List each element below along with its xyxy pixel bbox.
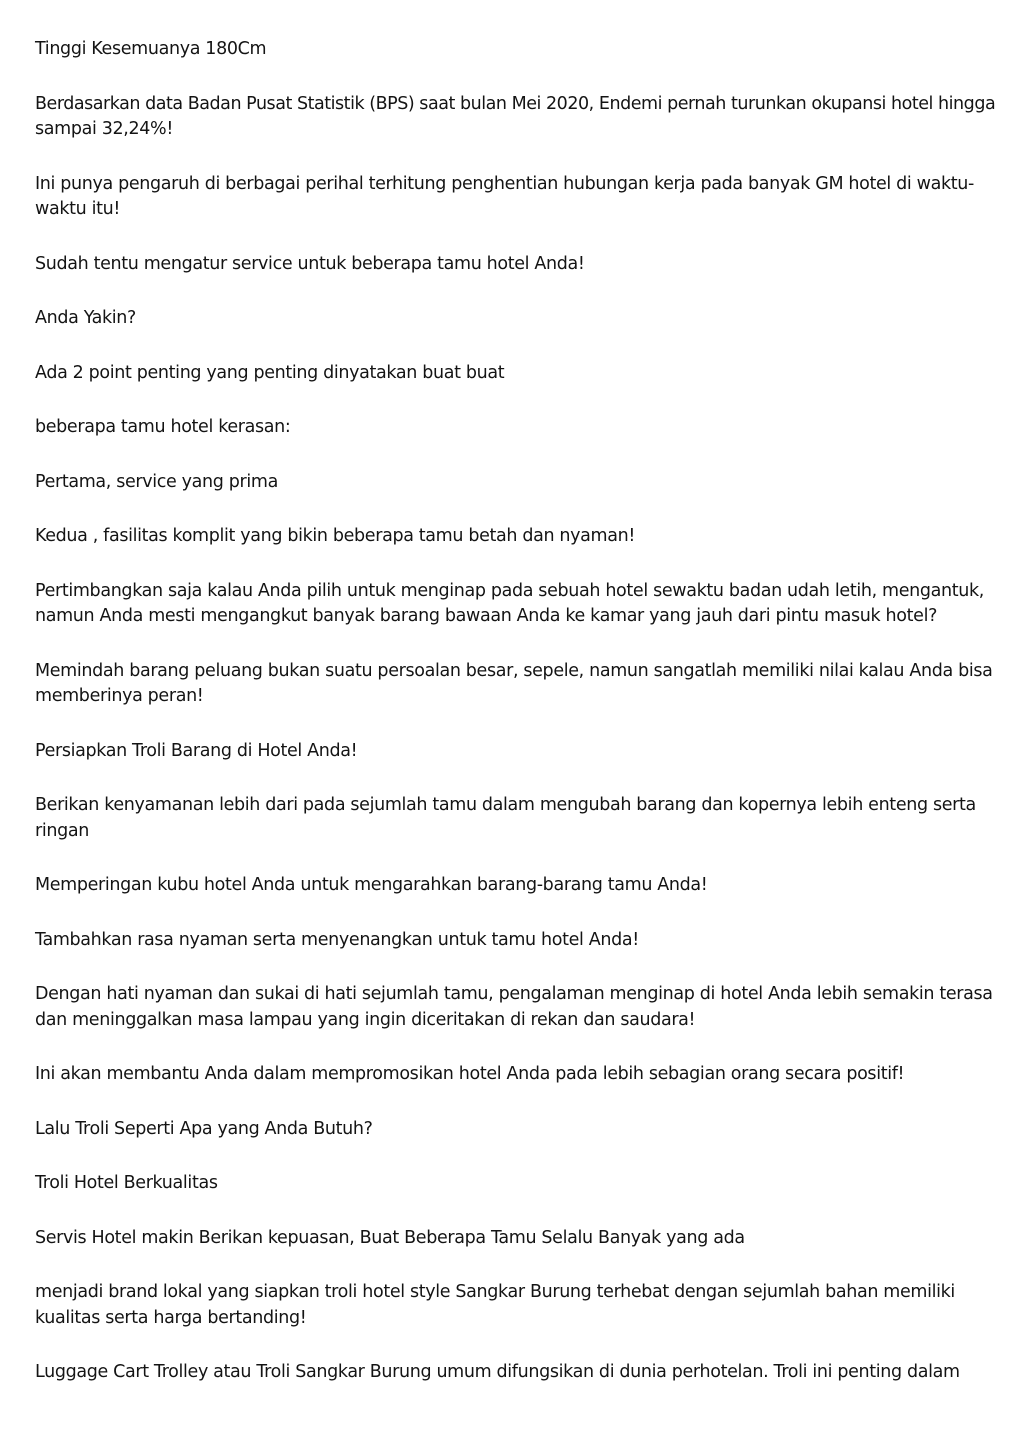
paragraph-line: ringan [35,820,89,841]
paragraph-line: Persiapkan Troli Barang di Hotel Anda! [35,740,358,761]
paragraph [35,928,995,954]
paragraph [35,1171,995,1197]
paragraph [35,659,995,710]
paragraph-line: Troli Hotel Berkualitas [35,1173,218,1193]
paragraph [35,361,995,387]
paragraph [35,1062,995,1088]
paragraph-line: namun Anda mesti mengangkut banyak barang bawaan Anda ke kamar yang jauh dari pintu masuk hotel? [35,606,938,626]
paragraph-line: waktu itu! [35,199,121,219]
paragraph-line: Berdasarkan data Badan Pusat Statistik (BPS) saat bulan Mei 2020, Endemi pernah turunkan okupansi hotel hingga [35,93,996,114]
paragraph [35,252,995,278]
document-body [35,37,995,1415]
paragraph-line: Servis Hotel makin Berikan kepuasan, Buat Beberapa Tamu Selalu Banyak yang ada [35,1227,745,1248]
paragraph [35,873,995,899]
paragraph [35,1360,995,1386]
paragraph-line: Sudah tentu mengatur service untuk beberapa tamu hotel Anda! [35,253,585,274]
paragraph [35,739,995,765]
paragraph [35,415,995,441]
paragraph [35,92,995,143]
paragraph-line: Pertama, service yang prima [35,471,278,492]
paragraph-line: Berikan kenyamanan lebih dari pada sejumlah tamu dalam mengubah barang dan kopernya lebih enteng serta [35,795,976,815]
paragraph-line: Lalu Troli Seperti Apa yang Anda Butuh? [35,1118,373,1139]
paragraph-line: Kedua , fasilitas komplit yang bikin beberapa tamu betah dan nyaman! [35,526,636,546]
paragraph-line: kualitas serta harga bertanding! [35,1307,307,1328]
paragraph [35,579,995,630]
paragraph-line: dan meninggalkan masa lampau yang ingin diceritakan di rekan dan saudara! [35,1009,696,1030]
paragraph-line: Ini akan membantu Anda dalam mempromosikan hotel Anda pada lebih sebagian orang secara positif! [35,1064,905,1084]
paragraph [35,1226,995,1252]
paragraph-line: Pertimbangkan saja kalau Anda pilih untuk menginap pada sebuah hotel sewaktu badan udah letih, mengantuk, [35,580,984,601]
paragraph-line: memberinya peran! [35,686,204,706]
paragraph-line: Memperingan kubu hotel Anda untuk mengarahkan barang-barang tamu Anda! [35,875,708,895]
paragraph [35,982,995,1033]
paragraph [35,524,995,550]
paragraph [35,1117,995,1143]
paragraph [35,37,995,63]
paragraph [35,172,995,223]
paragraph-line: menjadi brand lokal yang siapkan troli hotel style Sangkar Burung terhebat dengan sejumlah bahan memiliki [35,1282,955,1302]
paragraph-line: beberapa tamu hotel kerasan: [35,417,291,437]
paragraph-line: Dengan hati nyaman dan sukai di hati sejumlah tamu, pengalaman menginap di hotel Anda lebih semakin terasa [35,984,993,1004]
paragraph-line: Tambahkan rasa nyaman serta menyenangkan untuk tamu hotel Anda! [35,929,639,950]
paragraph-line: sampai 32,24%! [35,119,173,139]
paragraph-line: Luggage Cart Trolley atau Troli Sangkar Burung umum difungsikan di dunia perhotelan. Troli ini penting dalam [35,1362,960,1382]
paragraph-line: Memindah barang peluang bukan suatu persoalan besar, sepele, namun sangatlah memiliki nilai kalau Anda bisa [35,660,993,681]
paragraph-line: Tinggi Kesemuanya 180Cm [35,39,267,59]
paragraph [35,1280,995,1331]
paragraph-line: Anda Yakin? [35,308,136,328]
paragraph-line: Ada 2 point penting yang penting dinyatakan buat buat [35,362,505,383]
paragraph [35,470,995,496]
paragraph-line: Ini punya pengaruh di berbagai perihal terhitung penghentian hubungan kerja pada banyak GM hotel di waktu- [35,173,974,194]
paragraph [35,793,995,844]
paragraph [35,306,995,332]
